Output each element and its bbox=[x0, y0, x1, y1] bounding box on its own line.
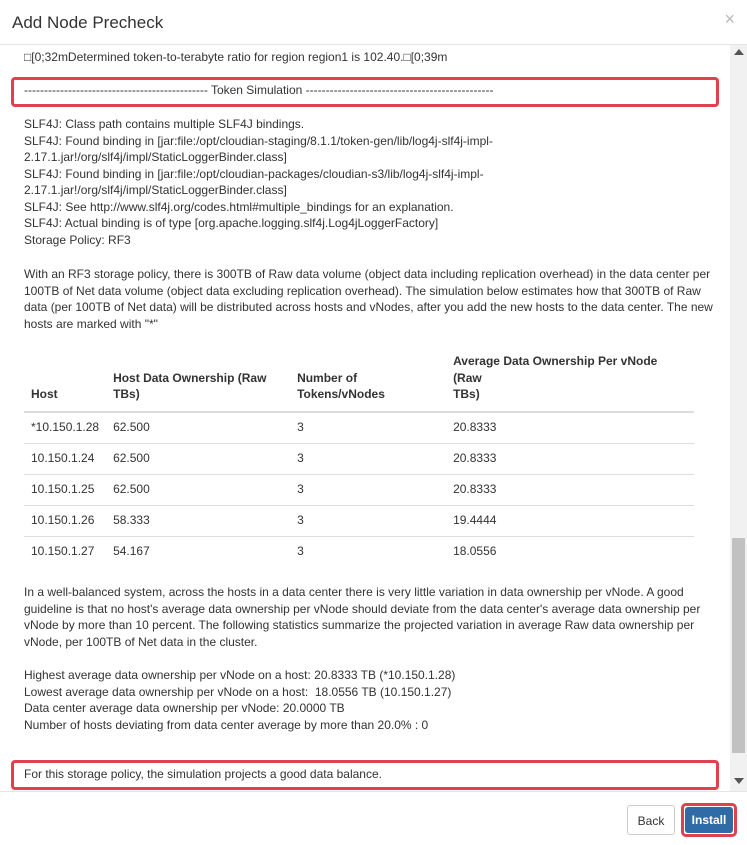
col-host: Host bbox=[24, 349, 106, 412]
cell-host: 10.150.1.26 bbox=[24, 505, 106, 536]
header-text: Host Data Ownership (Raw bbox=[113, 370, 267, 385]
log-line: 2.17.1.jar!/org/slf4j/impl/StaticLoggerBinder.class] bbox=[24, 150, 287, 164]
balance-line: In a well-balanced system, across the hosts in a data center there is very little variation in data ownership per vNode. A good bbox=[24, 585, 684, 599]
col-host-data-ownership bbox=[106, 349, 290, 412]
cell-tokens: 3 bbox=[290, 412, 446, 444]
log-line: SLF4J: Class path contains multiple SLF4J bindings. bbox=[24, 117, 305, 131]
conclusion-highlight bbox=[11, 760, 719, 790]
vertical-scrollbar[interactable] bbox=[730, 45, 747, 791]
stat-line: Number of hosts deviating from data center average by more than 20.0% : 0 bbox=[24, 717, 429, 732]
scrollbar-thumb[interactable] bbox=[732, 538, 745, 753]
log-line: SLF4J: See http://www.slf4j.org/codes.html#multiple_bindings for an explanation. bbox=[24, 199, 454, 214]
stat-line: Data center average data ownership per vNode: 20.0000 TB bbox=[24, 701, 345, 715]
table-row bbox=[24, 536, 694, 567]
cell-ownership: 62.500 bbox=[106, 474, 290, 505]
slf4j-log bbox=[24, 116, 493, 248]
table-header-row bbox=[24, 349, 694, 412]
install-button[interactable]: Install bbox=[685, 807, 733, 833]
ratio-line: □[0;32mDetermined token-to-terabyte ratio for region region1 is 102.40.□[0;39m bbox=[24, 50, 448, 64]
scroll-up-arrow-icon[interactable] bbox=[734, 49, 744, 55]
cell-host: 10.150.1.24 bbox=[24, 443, 106, 474]
dialog-header bbox=[0, 0, 747, 45]
cell-host: 10.150.1.27 bbox=[24, 536, 106, 567]
cell-average: 18.0556 bbox=[446, 536, 694, 567]
balance-explanation bbox=[24, 584, 700, 650]
cell-average: 20.8333 bbox=[446, 474, 694, 505]
cell-ownership: 62.500 bbox=[106, 443, 290, 474]
token-simulation-highlight bbox=[11, 77, 719, 107]
storage-policy-line: Storage Policy: RF3 bbox=[24, 232, 131, 247]
intro-line: data (per 100TB of Net data) will be distributed across hosts and vNodes, after you add the new hosts to the data center. The new bbox=[24, 300, 713, 314]
cell-host: 10.150.1.25 bbox=[24, 474, 106, 505]
simulation-intro bbox=[24, 266, 713, 332]
intro-line: 100TB of Net data volume (object data excluding replication overhead). The simulation below estimates how that 300TB of Raw bbox=[24, 283, 701, 298]
header-text: Average Data Ownership Per vNode (Raw bbox=[453, 354, 658, 385]
stat-line: Highest average data ownership per vNode on a host: 20.8333 TB (*10.150.1.28) bbox=[24, 668, 456, 682]
balance-line: guideline is that no host's average data ownership per vNode should deviate from the data center's average data ownership per bbox=[24, 601, 701, 616]
balance-statistics bbox=[24, 667, 455, 733]
cell-average: 19.4444 bbox=[446, 505, 694, 536]
cell-ownership: 62.500 bbox=[106, 412, 290, 444]
cell-tokens: 3 bbox=[290, 443, 446, 474]
balance-conclusion: For this storage policy, the simulation projects a good data balance. bbox=[24, 767, 382, 781]
back-button[interactable]: Back bbox=[627, 805, 675, 835]
cell-host: *10.150.1.28 bbox=[24, 412, 106, 444]
intro-line: With an RF3 storage policy, there is 300TB of Raw data volume (object data including replication overhead) in the data center per bbox=[24, 267, 711, 281]
cell-tokens: 3 bbox=[290, 474, 446, 505]
header-text: Tokens/vNodes bbox=[297, 387, 385, 401]
header-text: TBs) bbox=[113, 387, 140, 401]
intro-line: hosts are marked with "*" bbox=[24, 316, 158, 331]
cell-average: 20.8333 bbox=[446, 412, 694, 444]
stat-line: Lowest average data ownership per vNode on a host: 18.0556 TB (10.150.1.27) bbox=[24, 684, 452, 699]
log-line: 2.17.1.jar!/org/slf4j/impl/StaticLoggerBinder.class] bbox=[24, 183, 287, 197]
cell-tokens: 3 bbox=[290, 536, 446, 567]
scroll-down-arrow-icon[interactable] bbox=[734, 778, 744, 784]
header-text: TBs) bbox=[453, 387, 480, 401]
close-icon[interactable]: × bbox=[724, 9, 735, 29]
cell-ownership: 58.333 bbox=[106, 505, 290, 536]
cell-average: 20.8333 bbox=[446, 443, 694, 474]
cell-tokens: 3 bbox=[290, 505, 446, 536]
simulation-table bbox=[24, 349, 694, 567]
dialog-title: Add Node Precheck bbox=[12, 13, 164, 32]
col-number-of-tokens bbox=[290, 349, 446, 412]
table-row bbox=[24, 474, 694, 505]
precheck-output bbox=[0, 45, 730, 791]
token-simulation-header: ---------------------------------------------- Token Simulation ----------------------------------------------- bbox=[24, 83, 494, 97]
table-row bbox=[24, 505, 694, 536]
balance-line: vNode by more than 10 percent. The following statistics summarize the projected variation in average Raw data ownership per bbox=[24, 618, 695, 632]
header-text: Number of bbox=[297, 370, 358, 385]
log-line: SLF4J: Actual binding is of type [org.apache.logging.slf4j.Log4jLoggerFactory] bbox=[24, 216, 439, 230]
log-line: SLF4J: Found binding in [jar:file:/opt/cloudian-packages/cloudian-s3/lib/log4j-slf4j-impl- bbox=[24, 166, 484, 181]
dialog-footer bbox=[0, 791, 747, 845]
log-line: SLF4J: Found binding in [jar:file:/opt/cloudian-staging/8.1.1/token-gen/lib/log4j-slf4j-impl- bbox=[24, 133, 493, 148]
install-button-highlight bbox=[681, 803, 737, 837]
balance-line: vNode, per 100TB of Net data in the cluster. bbox=[24, 634, 258, 649]
table-row bbox=[24, 443, 694, 474]
col-average-data-ownership bbox=[446, 349, 694, 412]
table-row bbox=[24, 412, 694, 444]
cell-ownership: 54.167 bbox=[106, 536, 290, 567]
